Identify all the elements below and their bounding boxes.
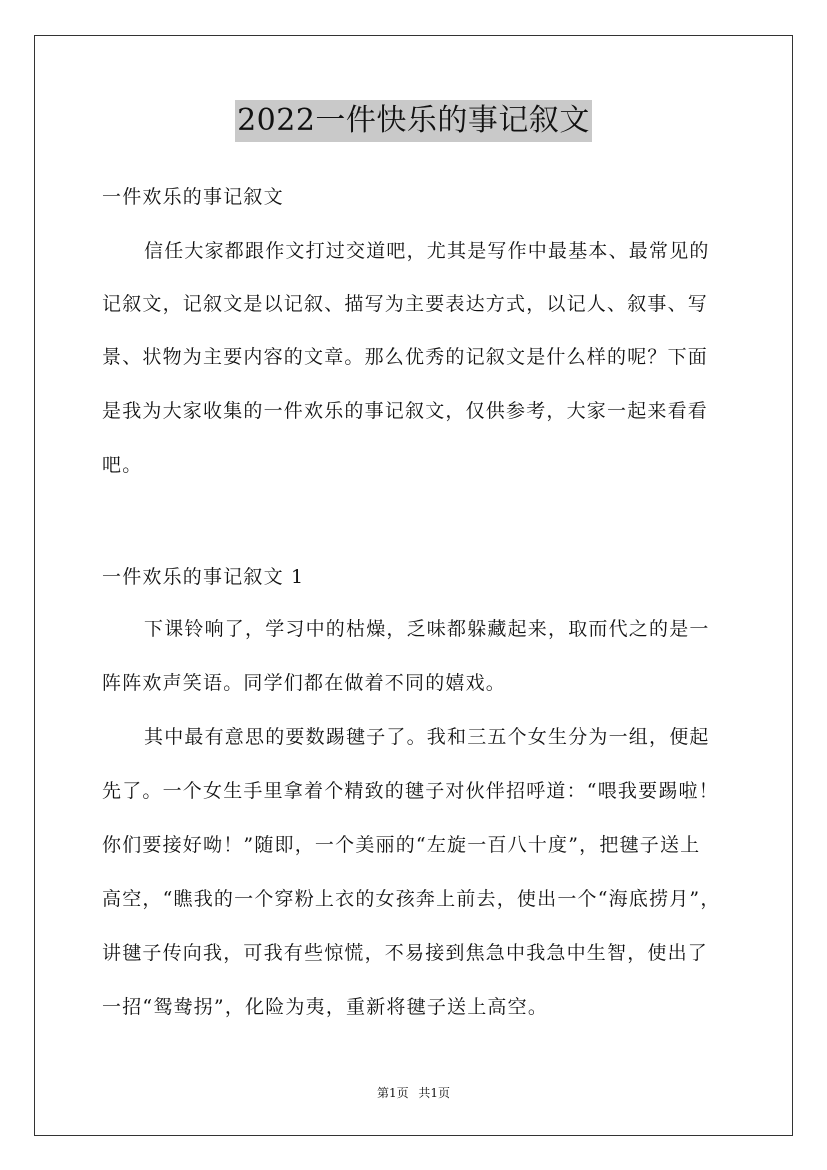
section-line-3: 其中最有意思的要数踢毽子了。我和三五个女生分为一组，便起 (144, 726, 710, 748)
section-line-1: 下课铃响了，学习中的枯燥，乏味都躲藏起来，取而代之的是一 (144, 618, 710, 640)
intro-line-5: 吧。 (102, 454, 143, 476)
document-title: 2022一件快乐的事记叙文 (235, 100, 592, 142)
title-container (0, 100, 827, 142)
page-total: 共1页 (418, 1086, 451, 1100)
section-line-4: 先了。一个女生手里拿着个精致的毽子对伙伴招呼道：“喂我要踢啦！ (102, 780, 719, 802)
section-heading: 一件欢乐的事记叙文 1 (102, 566, 305, 588)
intro-line-4: 是我为大家收集的一件欢乐的事记叙文，仅供参考，大家一起来看看 (102, 400, 709, 422)
page-number: 第1页 (376, 1086, 409, 1100)
section-line-5: 你们要接好呦！”随即，一个美丽的“左旋一百八十度”，把毽子送上 (102, 834, 701, 856)
section-line-8: 一招“鸳鸯拐”，化险为夷，重新将毽子送上高空。 (102, 996, 549, 1018)
section-line-7: 讲毽子传向我，可我有些惊慌，不易接到焦急中我急中生智，使出了 (102, 942, 709, 964)
page-footer (0, 1084, 827, 1101)
subtitle: 一件欢乐的事记叙文 (102, 186, 284, 208)
intro-line-3: 景、状物为主要内容的文章。那么优秀的记叙文是什么样的呢？下面 (102, 346, 709, 368)
section-line-2: 阵阵欢声笑语。同学们都在做着不同的嬉戏。 (102, 672, 507, 694)
section-line-6: 高空，“瞧我的一个穿粉上衣的女孩奔上前去，使出一个“海底捞月”， (102, 888, 721, 910)
intro-line-2: 记叙文，记叙文是以记叙、描写为主要表达方式，以记人、叙事、写 (102, 293, 709, 315)
intro-line-1: 信任大家都跟作文打过交道吧，尤其是写作中最基本、最常见的 (144, 240, 710, 262)
